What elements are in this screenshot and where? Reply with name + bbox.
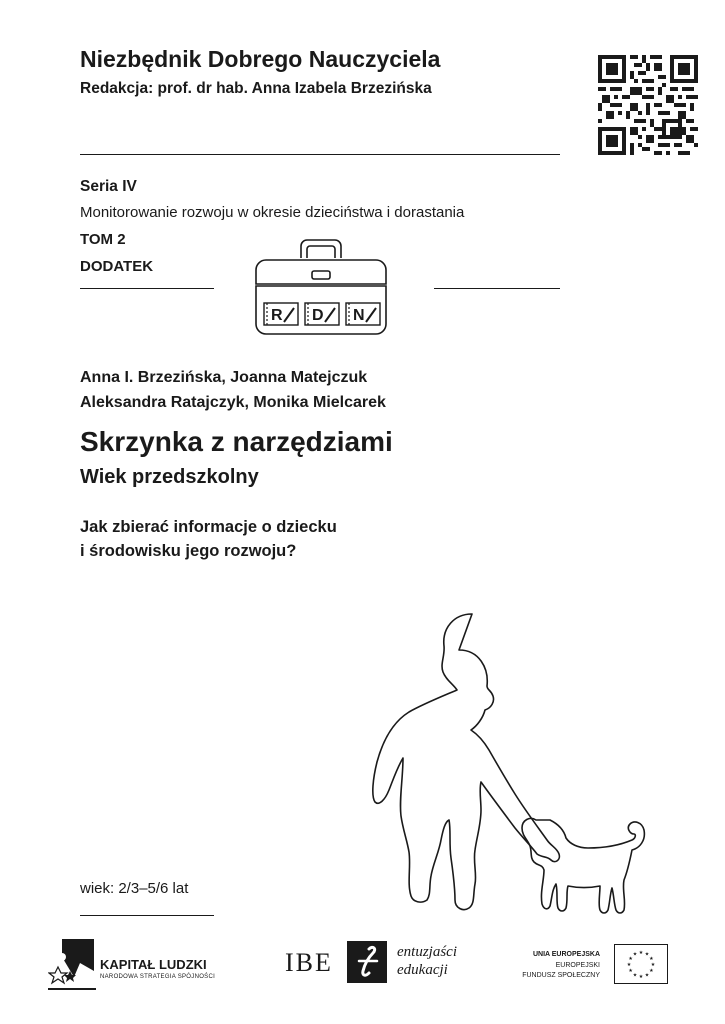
book-title: Skrzynka z narzędziami (80, 426, 393, 457)
child-silhouette (373, 614, 560, 910)
authors-line-1: Anna I. Brzezińska, Joanna Matejczuk (80, 369, 368, 386)
kapital-ludzki-name: KAPITAŁ LUDZKI (100, 957, 207, 972)
toolbox-icon (246, 236, 396, 346)
book-question-line-1: Jak zbierać informacje o dziecku (80, 518, 337, 536)
entuzjasci-line-1: entuzjaści (397, 944, 457, 960)
toolbox-tag-r-label: R (271, 307, 283, 324)
series-title: Niezbędnik Dobrego Nauczyciela (80, 46, 441, 72)
kapital-ludzki-logo (48, 937, 96, 991)
eu-flag-icon (614, 944, 668, 984)
qr-code (598, 55, 698, 155)
authors-line-2: Aleksandra Ratajczyk, Monika Mielcarek (80, 394, 386, 411)
ibe-logo-text: IBE (285, 948, 333, 977)
kapital-ludzki-subtitle: NARODOWA STRATEGIA SPÓJNOŚCI (100, 974, 216, 980)
age-divider (80, 915, 214, 916)
svg-text:★: ★ (626, 962, 632, 968)
svg-text:★: ★ (632, 972, 638, 979)
toolbox-tag-r (264, 303, 298, 325)
toolbox-tag-n (346, 303, 380, 325)
svg-text:★: ★ (632, 951, 638, 958)
book-subtitle: Wiek przedszkolny (80, 466, 259, 488)
toolbox-tag-d-label: D (312, 307, 324, 324)
toolbox-tag-n-label: N (353, 307, 365, 324)
svg-text:★: ★ (628, 968, 633, 974)
entuzjasci-line-2: edukacji (397, 962, 448, 978)
header-divider (80, 154, 560, 155)
eu-label-1: UNIA EUROPEJSKA (532, 951, 600, 958)
svg-text:★: ★ (638, 974, 644, 980)
series-editor: Redakcja: prof. dr hab. Anna Izabela Brzezińska (80, 80, 432, 97)
book-question-line-2: i środowisku jego rozwoju? (80, 542, 297, 560)
svg-text:★: ★ (644, 951, 650, 958)
series-subtitle: Monitorowanie rozwoju w okresie dzieciństwa i dorastania (80, 204, 465, 221)
volume-label: TOM 2 (80, 231, 126, 248)
svg-text:★: ★ (638, 950, 644, 956)
svg-text:★: ★ (650, 962, 656, 968)
series-label: Seria IV (80, 178, 137, 195)
svg-text:★: ★ (649, 956, 654, 962)
supplement-label: DODATEK (80, 258, 154, 275)
svg-text:★: ★ (649, 968, 654, 974)
svg-text:★: ★ (628, 956, 633, 962)
toolbox-tag-d (305, 303, 339, 325)
toolbox-divider-left (80, 288, 214, 289)
child-and-dog-illustration (360, 606, 660, 916)
age-range: wiek: 2/3–5/6 lat (80, 880, 189, 897)
eu-label-3: FUNDUSZ SPOŁECZNY (522, 972, 600, 979)
entuzjasci-edukacji-logo (347, 941, 387, 983)
eu-label-2: EUROPEJSKI (555, 962, 600, 969)
svg-text:★: ★ (644, 972, 650, 979)
dog-silhouette (522, 818, 644, 913)
toolbox-divider-right (434, 288, 560, 289)
